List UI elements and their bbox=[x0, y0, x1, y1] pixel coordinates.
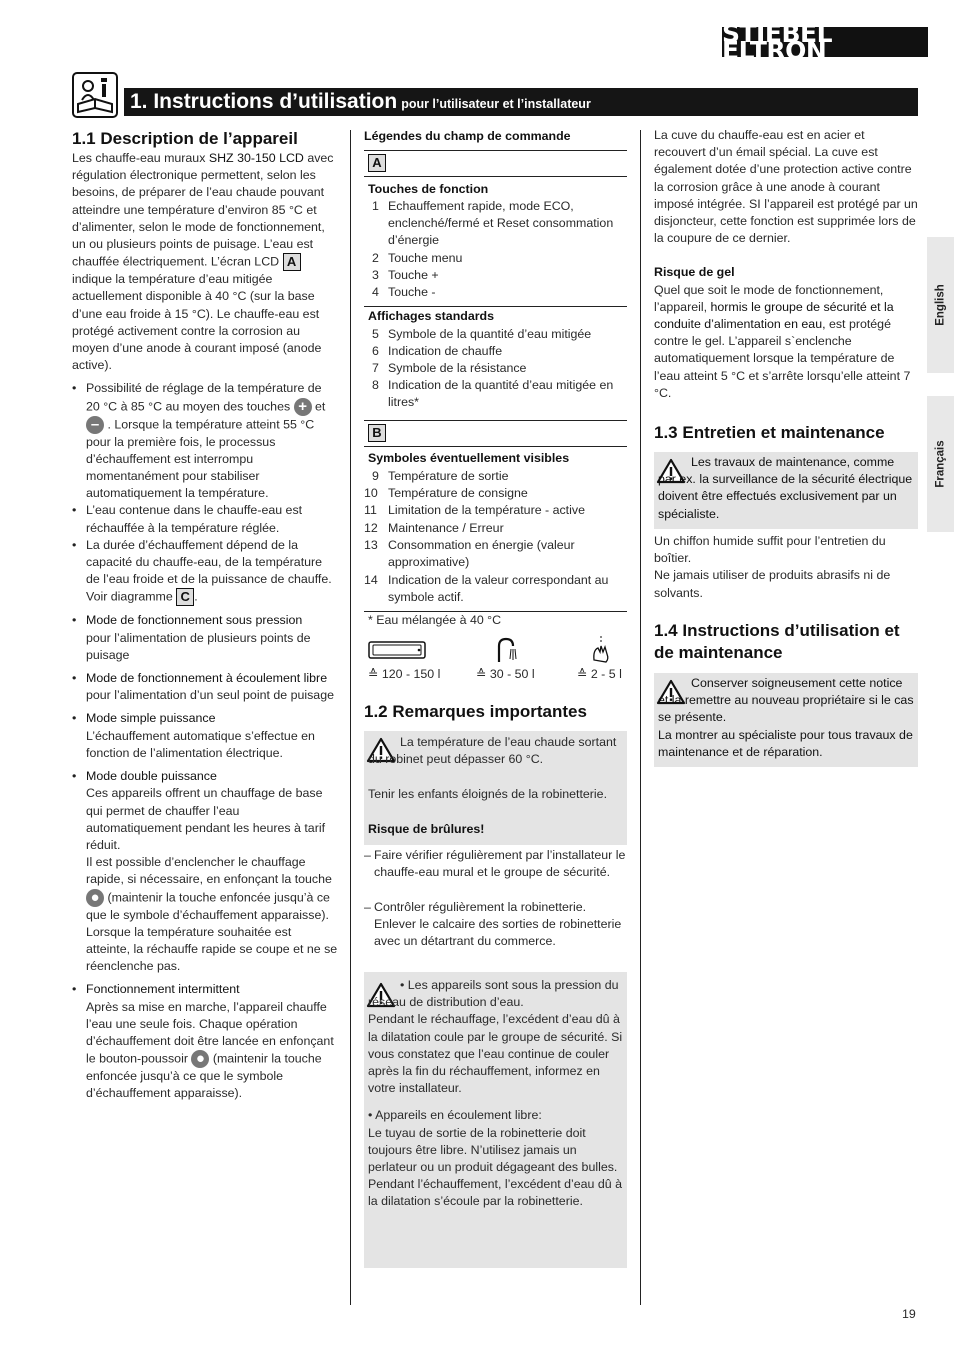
volume-label-shower: ≙ 30 - 50 l bbox=[476, 667, 535, 681]
section-heading-1-2: 1.2 Remarques importantes bbox=[364, 702, 587, 721]
volume-label-bath: ≙ 120 - 150 l bbox=[368, 667, 441, 681]
warning-box-pressure: • Les appareils sont sous la pression du réseau de distribution d’eau. Pendant le réchauffage, l’excédent d’eau dû à la dilatation coule par le groupe de sécurité. Si vous constatez que l’eau continue de couler après la fin du réchauffement, informez en votre installateur. • Appareils en écoulement libre: Le tuyau de sortie de la robinetterie doit toujours être libre. N’utilisez jamais un perlateur ou un produit dégageant des bulles. Pendant l’échauffement, l’excédent d’eau dû à la dilatation s’écoule par la robinetterie. bbox=[364, 972, 627, 1268]
dash-item: – Faire vérifier régulièrement par l’installateur le chauffe-eau mural et le groupe de sécurité. bbox=[364, 848, 626, 880]
page-subtitle: pour l’utilisateur et l’installateur bbox=[401, 97, 591, 111]
minus-key-icon: – bbox=[86, 416, 104, 434]
tank-paragraph: La cuve du chauffe-eau est en acier et recouvert d’un émail spécial. La cuve est également dotée d’une protection active contre la corrosion grâce à une anode à courant imposé intégrée. SI l’appareil est protégé par un disjoncteur, cette fonction est supprimée lors de la coupure de ce dernier. bbox=[654, 128, 918, 246]
box-b-label: B bbox=[368, 424, 386, 442]
push-button-icon: ● bbox=[191, 1050, 209, 1068]
touches-heading: Touches de fonction bbox=[368, 182, 489, 196]
warning-box-keep-manual: Conserver soigneusement cette notice et la remettre au nouveau propriétaire si le cas se présente. La montrer au spécialiste pour tous travaux de maintenance et de réparation. bbox=[654, 673, 918, 767]
title-bar bbox=[124, 88, 918, 116]
legend-heading: Légendes du champ de commande bbox=[364, 129, 571, 143]
boost-key-icon: ● bbox=[86, 889, 104, 907]
list-item: • Mode simple puissance L’échauffement automatique s’effectue en fonction de l’alimentation électrique. bbox=[72, 710, 338, 762]
list-item: • Possibilité de réglage de la température de 20 °C à 85 °C au moyen des touches + et – . Lorsque la température atteint 55 °C pour la première fois, le processus d’échauffement est interrompu momentanément pour stabiliser automatiquement la température. bbox=[72, 380, 338, 502]
warning-box-maintenance: Les travaux de maintenance, comme par ex. la surveillance de la sécurité électrique doivent être effectués exclusivement par un spécialiste. bbox=[654, 452, 918, 529]
manual-reader-icon bbox=[72, 72, 118, 118]
list-item: • Fonctionnement intermittent Après sa mise en marche, l’appareil chauffe l’eau une seule fois. Chaque opération d’échauffement doit être lancée en enfonçant le bouton-poussoir ● (maintenir la touche enfoncée jusqu’à ce que le symbole d’échauffement apparaisse). bbox=[72, 981, 338, 1102]
frost-paragraph: Quel que soit le mode de fonctionnement, l’appareil, hormis le groupe de sécurité et la conduite d’alimentation en eau, est protégé contre le gel. L’appareil s`enclenche automatiquement lorsque la température de l’eau atteint 5 °C et s’arrête lorsqu’elle atteint 7 °C. bbox=[654, 282, 911, 400]
tab-francais[interactable]: Français bbox=[927, 396, 954, 532]
shower-icon bbox=[495, 636, 519, 664]
list-item: • Mode double puissance Ces appareils offrent un chauffage de base qui permet de chauffer l’eau automatiquement pendant les heures à tarif réduit. Il est possible d’enclencher le chauffage rapide, si nécessaire, en enfonçant la touche ● (maintenir la touche enfoncée jusqu’à ce que le symbole d’échauffement apparaisse). Lorsque la température souhaitée est atteinte, la réchauffe rapide se coupe et ne se réenclenche pas. bbox=[72, 768, 338, 975]
symbols-heading: Symboles éventuellement visibles bbox=[368, 451, 570, 465]
intro-paragraph: Les chauffe-eau muraux SHZ 30-150 LCD avec régulation électronique permettent, selon les besoins, de préparer de l’eau chaude pouvant atteindre une température d’environ 85 °C et d’alimenter, selon le mode de fonctionnement, un ou plusieurs points de puisage. L’eau est chauffée électriquement. L’écran LCD A indique la température d’eau mitigée actuellement disponible à 40 °C (sur la base d’une eau froide à 15 °C). Le chauffe-eau est protégé activement contre la corrosion au moyen d’une anode à courant imposé (anode active). bbox=[72, 151, 334, 373]
plus-key-icon: + bbox=[294, 398, 312, 416]
list-item: • Mode de fonctionnement à écoulement libre pour l’alimentation d’un seul point de puisage bbox=[72, 670, 338, 704]
footnote: * Eau mélangée à 40 °C bbox=[368, 613, 502, 627]
column-rule bbox=[640, 130, 641, 1305]
frost-heading: Risque de gel bbox=[654, 265, 735, 280]
tank-column bbox=[654, 127, 918, 402]
list-item: • La durée d’échauffement dépend de la capacité du chauffe-eau, de la température de l’eau froide et de la puissance de chauffe. Voir diagramme C . bbox=[72, 537, 338, 607]
list-item: • Mode de fonctionnement sous pression pour l’alimentation de plusieurs points de puisage bbox=[72, 612, 338, 664]
brand-logo: STIEBEL ELTRON bbox=[722, 27, 928, 57]
dash-item: – Contrôler régulièrement la robinetterie. Enlever le calcaire des sorties de robinetterie avec un détartrant du commerce. bbox=[364, 900, 622, 949]
description-column bbox=[72, 150, 338, 1103]
affichages-heading: Affichages standards bbox=[368, 309, 495, 323]
volume-label-hand: ≙ 2 - 5 l bbox=[577, 667, 622, 681]
column-rule bbox=[350, 130, 351, 1305]
box-c-label: C bbox=[176, 588, 194, 606]
box-a-label: A bbox=[283, 253, 301, 271]
warning-box-scald: La température de l’eau chaude sortant du robinet peut dépasser 60 °C. Tenir les enfants éloignés de la robinetterie. Risque de brûlures! bbox=[364, 731, 627, 845]
section-heading-1-3: 1.3 Entretien et maintenance bbox=[654, 423, 885, 442]
box-a-label: A bbox=[368, 154, 386, 172]
section-heading-1-4: 1.4 Instructions d’utilisation et de maintenance bbox=[654, 621, 900, 662]
care-paragraph: Un chiffon humide suffit pour l’entretien du boîtier. Ne jamais utiliser de produits abrasifs ni de solvants. bbox=[654, 534, 891, 600]
section-heading-1-1: 1.1 Description de l’appareil bbox=[72, 129, 298, 148]
page-title: 1. Instructions d’utilisation bbox=[130, 90, 398, 113]
tab-english[interactable]: English bbox=[927, 237, 954, 373]
list-item: • L’eau contenue dans le chauffe-eau est réchauffée à la température réglée. bbox=[72, 502, 338, 536]
page-number: 19 bbox=[902, 1307, 916, 1321]
bathtub-icon bbox=[368, 640, 426, 662]
hand-wash-icon bbox=[590, 634, 612, 664]
